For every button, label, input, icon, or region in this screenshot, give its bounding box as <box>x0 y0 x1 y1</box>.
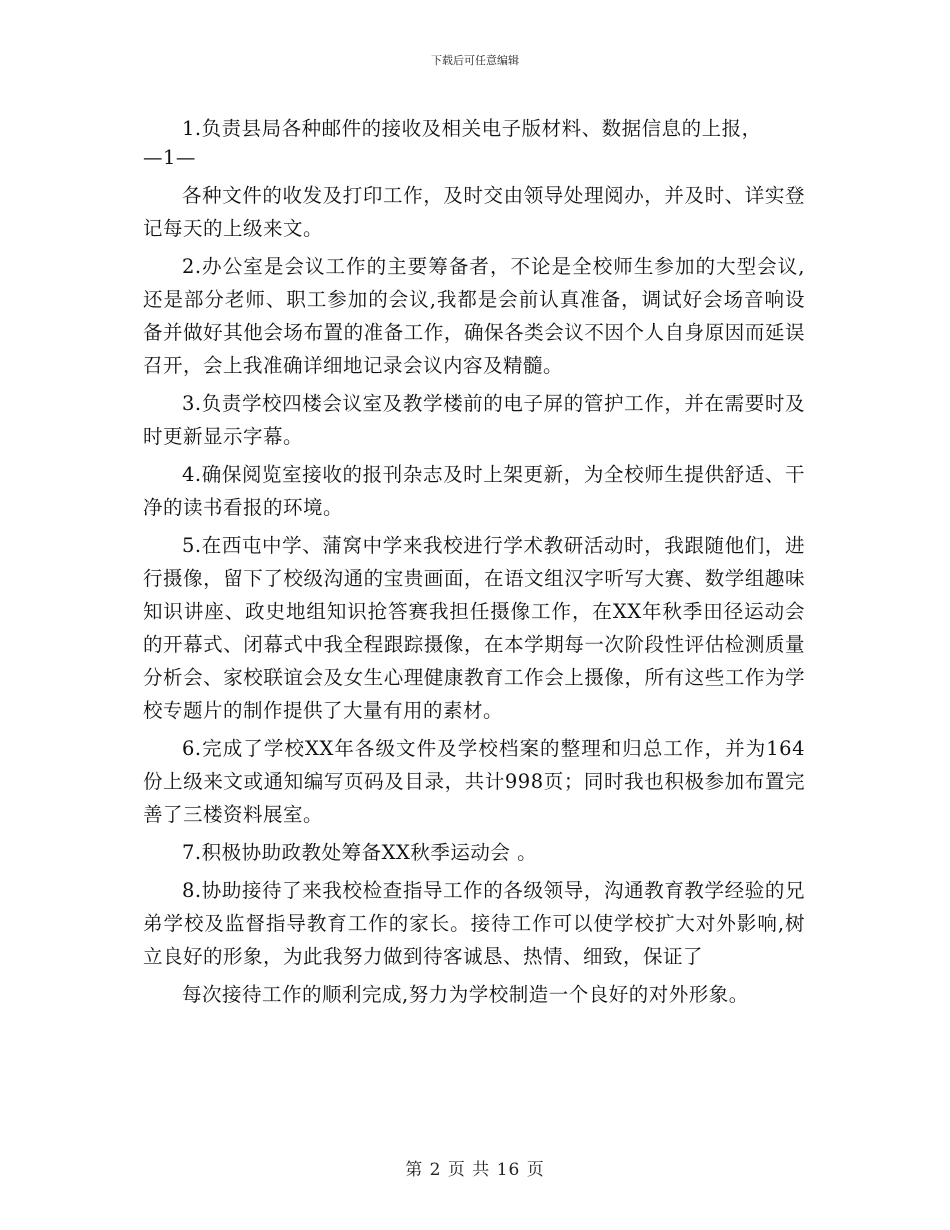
paragraph-1: 1.负责县局各种邮件的接收及相关电子版材料、数据信息的上报， <box>182 117 762 140</box>
paragraph-8-continued: 每次接待工作的顺利完成,努力为学校制造一个良好的对外形象。 <box>182 983 749 1006</box>
page-marker: —1— <box>143 146 196 169</box>
paragraph-2: 2.办公室是会议工作的主要筹备者，不论是全校师生参加的大型会议,还是部分老师、职工参加的会议,我都是会前认真准备，调试好会场音响设备并做好其他会场布置的准备工作，确保各类会议不因个人自身原因而延误召开，会上我准确详细地记录会议内容及精髓。 <box>143 255 805 377</box>
paragraph-1-continued: 各种文件的收发及打印工作，及时交由领导处理阅办，并及时、详实登记每天的上级来文。 <box>143 184 805 240</box>
page-number: 第 2 页 共 16 页 <box>405 1160 545 1180</box>
paragraph-4: 4.确保阅览室接收的报刊杂志及时上架更新，为全校师生提供舒适、干净的读书看报的环境。 <box>143 463 805 519</box>
page-header-note: 下载后可任意编辑 <box>431 54 519 67</box>
document-body <box>143 112 805 1011</box>
paragraph-8: 8.协助接待了来我校检查指导工作的各级领导，沟通教育教学经验的兄弟学校及监督指导教育工作的家长。接待工作可以使学校扩大对外影响,树立良好的形象，为此我努力做到待客诚恳、热情、细致，保证了 <box>143 879 805 968</box>
paragraph-3: 3.负责学校四楼会议室及教学楼前的电子屏的管护工作，并在需要时及时更新显示字幕。 <box>143 392 805 448</box>
paragraph-6: 6.完成了学校XX年各级文件及学校档案的整理和归总工作，并为164份上级来文或通知编写页码及目录，共计998页；同时我也积极参加布置完善了三楼资料展室。 <box>143 737 805 826</box>
paragraph-5: 5.在西屯中学、蒲窝中学来我校进行学术教研活动时，我跟随他们，进行摄像，留下了校级沟通的宝贵画面，在语文组汉字听写大赛、数学组趣味知识讲座、政史地组知识抢答赛我担任摄像工作，在XX年秋季田径运动会的开幕式、闭幕式中我全程跟踪摄像，在本学期每一次阶段性评估检测质量分析会、家校联谊会及女生心理健康教育工作会上摄像，所有这些工作为学校专题片的制作提供了大量有用的素材。 <box>143 534 805 722</box>
paragraph-7: 7.积极协助政教处筹备XX秋季运动会 。 <box>182 841 538 864</box>
